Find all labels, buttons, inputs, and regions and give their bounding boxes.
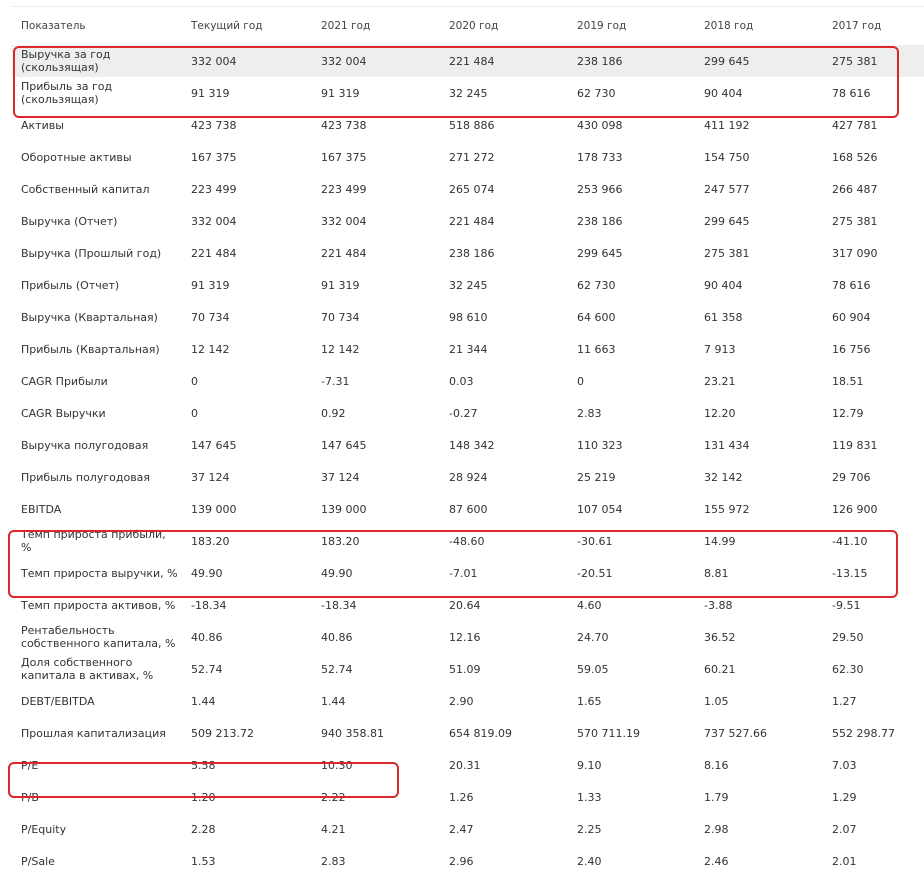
row-value: 223 499	[321, 182, 367, 196]
row-value: 332 004	[312, 45, 440, 77]
row-label: Темп прироста выручки, %	[21, 566, 178, 580]
row-value: 90 404	[704, 86, 743, 100]
row-value: 78 616	[832, 278, 871, 292]
row-value: 4.21	[321, 822, 346, 836]
row-value: 1.26	[449, 790, 474, 804]
row-value: 299 645	[577, 246, 623, 260]
row-value: 148 342	[449, 438, 495, 452]
row-value: 0	[191, 374, 198, 388]
row-value: 168 526	[832, 150, 878, 164]
row-value: 64 600	[577, 310, 616, 324]
table-header-row	[12, 7, 924, 45]
row-value: 427 781	[832, 118, 878, 132]
row-value: 221 484	[321, 246, 367, 260]
row-value: 52.74	[321, 662, 353, 676]
table-row	[12, 749, 924, 781]
table-row	[12, 45, 924, 77]
row-value: 36.52	[704, 630, 736, 644]
row-value: 411 192	[704, 118, 750, 132]
row-value: 2.90	[449, 694, 474, 708]
row-value: 70 734	[321, 310, 360, 324]
header-2019: 2019 год	[577, 20, 627, 32]
row-value: 221 484	[449, 214, 495, 228]
row-value: 332 004	[182, 45, 312, 77]
row-value: 1.33	[577, 790, 602, 804]
row-value: 2.25	[577, 822, 602, 836]
row-value: 9.10	[577, 758, 602, 772]
financial-indicators-table	[12, 7, 924, 877]
table-row	[12, 173, 924, 205]
row-value: 147 645	[191, 438, 237, 452]
financial-indicators-table-container	[12, 6, 924, 877]
row-value: -9.51	[832, 598, 861, 612]
row-value: 654 819.09	[449, 726, 512, 740]
table-row	[12, 493, 924, 525]
table-row	[12, 461, 924, 493]
row-value: 110 323	[577, 438, 623, 452]
row-value: 167 375	[321, 150, 367, 164]
row-label: Оборотные активы	[21, 150, 132, 164]
row-value: 275 381	[832, 214, 878, 228]
row-value: 1.65	[577, 694, 602, 708]
row-value: 37 124	[321, 470, 360, 484]
row-value: 0.92	[321, 406, 346, 420]
row-value: 271 272	[449, 150, 495, 164]
row-value: 60 904	[832, 310, 871, 324]
row-value: 87 600	[449, 502, 488, 516]
row-label: EBITDA	[21, 502, 62, 516]
header-2020: 2020 год	[449, 20, 499, 32]
row-value: 275 381	[704, 246, 750, 260]
row-value: 238 186	[568, 45, 695, 77]
table-row	[12, 685, 924, 717]
table-row	[12, 653, 924, 685]
row-value: 32 142	[704, 470, 743, 484]
table-row	[12, 621, 924, 653]
row-value: 265 074	[449, 182, 495, 196]
table-row	[12, 429, 924, 461]
row-label: P/E	[21, 758, 39, 772]
table-row	[12, 365, 924, 397]
row-value: 332 004	[191, 214, 237, 228]
table-row	[12, 717, 924, 749]
row-label: Прибыль (Отчет)	[21, 278, 120, 292]
row-value: 40.86	[191, 630, 223, 644]
row-value: 119 831	[832, 438, 878, 452]
row-value: 91 319	[321, 86, 360, 100]
row-label: P/Sale	[21, 854, 55, 868]
row-value: 20.31	[449, 758, 481, 772]
row-value: -18.34	[321, 598, 357, 612]
row-value: 178 733	[577, 150, 623, 164]
row-value: 221 484	[191, 246, 237, 260]
header-current-year: Текущий год	[191, 20, 263, 32]
row-value: 28 924	[449, 470, 488, 484]
row-value: 275 381	[823, 45, 924, 77]
row-value: 12.16	[449, 630, 481, 644]
row-value: 139 000	[191, 502, 237, 516]
row-value: 247 577	[704, 182, 750, 196]
row-value: 29 706	[832, 470, 871, 484]
row-value: 299 645	[704, 214, 750, 228]
row-value: 2.83	[321, 854, 346, 868]
table-row	[12, 557, 924, 589]
row-label: P/B	[21, 790, 39, 804]
table-row	[12, 781, 924, 813]
row-value: 10.30	[321, 758, 353, 772]
row-value: 2.01	[832, 854, 857, 868]
row-value: 61 358	[704, 310, 743, 324]
row-label: P/Equity	[21, 822, 67, 836]
table-row	[12, 333, 924, 365]
row-value: -20.51	[577, 566, 613, 580]
row-value: 2.22	[321, 790, 346, 804]
row-value: 509 213.72	[191, 726, 254, 740]
row-value: 52.74	[191, 662, 223, 676]
row-value: 40.86	[321, 630, 353, 644]
row-value: 7 913	[704, 342, 736, 356]
row-value: -18.34	[191, 598, 227, 612]
row-value: 183.20	[321, 534, 360, 548]
row-label: Прошлая капитализация	[21, 726, 166, 740]
row-value: 155 972	[704, 502, 750, 516]
table-row	[12, 77, 924, 109]
table-row	[12, 813, 924, 845]
row-value: -3.88	[704, 598, 733, 612]
row-value: 59.05	[577, 662, 609, 676]
row-value: 1.44	[191, 694, 216, 708]
table-row	[12, 109, 924, 141]
row-value: 21 344	[449, 342, 488, 356]
row-value: 62 730	[577, 86, 616, 100]
row-value: 16 756	[832, 342, 871, 356]
row-value: 107 054	[577, 502, 623, 516]
table-row	[12, 589, 924, 621]
row-value: -0.27	[449, 406, 478, 420]
row-value: 98 610	[449, 310, 488, 324]
row-value: 1.20	[191, 790, 216, 804]
row-value: 147 645	[321, 438, 367, 452]
row-value: 238 186	[449, 246, 495, 260]
row-value: 32 245	[449, 86, 488, 100]
row-label: Выручка полугодовая	[21, 438, 149, 452]
row-value: 0	[577, 374, 584, 388]
row-value: -13.15	[832, 566, 868, 580]
table-row	[12, 237, 924, 269]
row-value: 1.53	[191, 854, 216, 868]
row-value: 1.27	[832, 694, 857, 708]
row-value: 317 090	[832, 246, 878, 260]
row-value: 62.30	[832, 662, 864, 676]
row-value: 266 487	[832, 182, 878, 196]
row-label: Выручка (Квартальная)	[21, 310, 158, 324]
row-value: 18.51	[832, 374, 864, 388]
row-value: 1.79	[704, 790, 729, 804]
row-value: 2.47	[449, 822, 474, 836]
table-row	[12, 525, 924, 557]
row-value: 91 319	[321, 278, 360, 292]
row-value: 62 730	[577, 278, 616, 292]
row-label: CAGR Прибыли	[21, 374, 108, 388]
row-value: 12 142	[321, 342, 360, 356]
header-2017: 2017 год	[832, 20, 882, 32]
row-value: 430 098	[577, 118, 623, 132]
row-value: 131 434	[704, 438, 750, 452]
row-value: 8.81	[704, 566, 729, 580]
row-value: 0.03	[449, 374, 474, 388]
row-value: -7.01	[449, 566, 478, 580]
row-label: Темп прироста активов, %	[21, 598, 176, 612]
row-value: 2.07	[832, 822, 857, 836]
table-row	[12, 301, 924, 333]
header-2021: 2021 год	[321, 20, 371, 32]
row-value: 51.09	[449, 662, 481, 676]
row-value: 221 484	[440, 45, 568, 77]
row-label: Активы	[21, 118, 64, 132]
row-value: 1.29	[832, 790, 857, 804]
table-row	[12, 141, 924, 173]
row-value: 37 124	[191, 470, 230, 484]
row-value: 2.46	[704, 854, 729, 868]
row-value: 23.21	[704, 374, 736, 388]
row-label: Выручка (Отчет)	[21, 214, 118, 228]
header-2018: 2018 год	[704, 20, 754, 32]
row-value: 5.58	[191, 758, 216, 772]
row-value: 332 004	[321, 214, 367, 228]
row-label: Выручка (Прошлый год)	[21, 246, 162, 260]
row-value: 11 663	[577, 342, 616, 356]
row-value: 126 900	[832, 502, 878, 516]
row-value: 60.21	[704, 662, 736, 676]
row-value: 0	[191, 406, 198, 420]
table-row	[12, 205, 924, 237]
row-value: 2.40	[577, 854, 602, 868]
table-body	[12, 45, 924, 877]
row-value: 238 186	[577, 214, 623, 228]
row-value: 423 738	[191, 118, 237, 132]
header-indicator: Показатель	[21, 20, 86, 32]
row-label: Прибыль за год (скользящая)	[21, 80, 113, 106]
row-value: 12 142	[191, 342, 230, 356]
row-value: 2.83	[577, 406, 602, 420]
row-value: -41.10	[832, 534, 868, 548]
row-label: Выручка за год (скользящая)	[12, 45, 182, 77]
row-value: 299 645	[695, 45, 823, 77]
row-value: 78 616	[832, 86, 871, 100]
row-value: 253 966	[577, 182, 623, 196]
row-value: 2.98	[704, 822, 729, 836]
row-value: 2.96	[449, 854, 474, 868]
row-value: 737 527.66	[704, 726, 767, 740]
table-row	[12, 269, 924, 301]
row-label: Темп прироста прибыли, %	[21, 528, 166, 554]
row-label: Собственный капитал	[21, 182, 150, 196]
row-value: 90 404	[704, 278, 743, 292]
row-label: Рентабельность собственного капитала, %	[21, 624, 176, 650]
row-value: 8.16	[704, 758, 729, 772]
row-value: -7.31	[321, 374, 350, 388]
row-value: 518 886	[449, 118, 495, 132]
row-label: Прибыль (Квартальная)	[21, 342, 160, 356]
row-value: 14.99	[704, 534, 736, 548]
row-value: 940 358.81	[321, 726, 384, 740]
row-value: 183.20	[191, 534, 230, 548]
row-value: 29.50	[832, 630, 864, 644]
row-value: -30.61	[577, 534, 613, 548]
row-label: CAGR Выручки	[21, 406, 106, 420]
row-value: 154 750	[704, 150, 750, 164]
row-value: 20.64	[449, 598, 481, 612]
row-value: 32 245	[449, 278, 488, 292]
row-value: 1.44	[321, 694, 346, 708]
row-value: 570 711.19	[577, 726, 640, 740]
row-label: DEBT/EBITDA	[21, 694, 95, 708]
row-value: -48.60	[449, 534, 485, 548]
row-value: 1.05	[704, 694, 729, 708]
row-value: 24.70	[577, 630, 609, 644]
row-label: Прибыль полугодовая	[21, 470, 151, 484]
row-value: 91 319	[191, 278, 230, 292]
row-value: 223 499	[191, 182, 237, 196]
row-value: 167 375	[191, 150, 237, 164]
row-value: 91 319	[191, 86, 230, 100]
row-value: 7.03	[832, 758, 857, 772]
row-value: 49.90	[191, 566, 223, 580]
table-row	[12, 397, 924, 429]
row-value: 552 298.77	[832, 726, 895, 740]
row-value: 423 738	[321, 118, 367, 132]
row-value: 25 219	[577, 470, 616, 484]
row-value: 70 734	[191, 310, 230, 324]
row-value: 4.60	[577, 598, 602, 612]
row-value: 49.90	[321, 566, 353, 580]
row-label: Доля собственного капитала в активах, %	[21, 656, 154, 682]
row-value: 12.79	[832, 406, 864, 420]
row-value: 2.28	[191, 822, 216, 836]
row-value: 12.20	[704, 406, 736, 420]
table-row	[12, 845, 924, 877]
row-value: 139 000	[321, 502, 367, 516]
